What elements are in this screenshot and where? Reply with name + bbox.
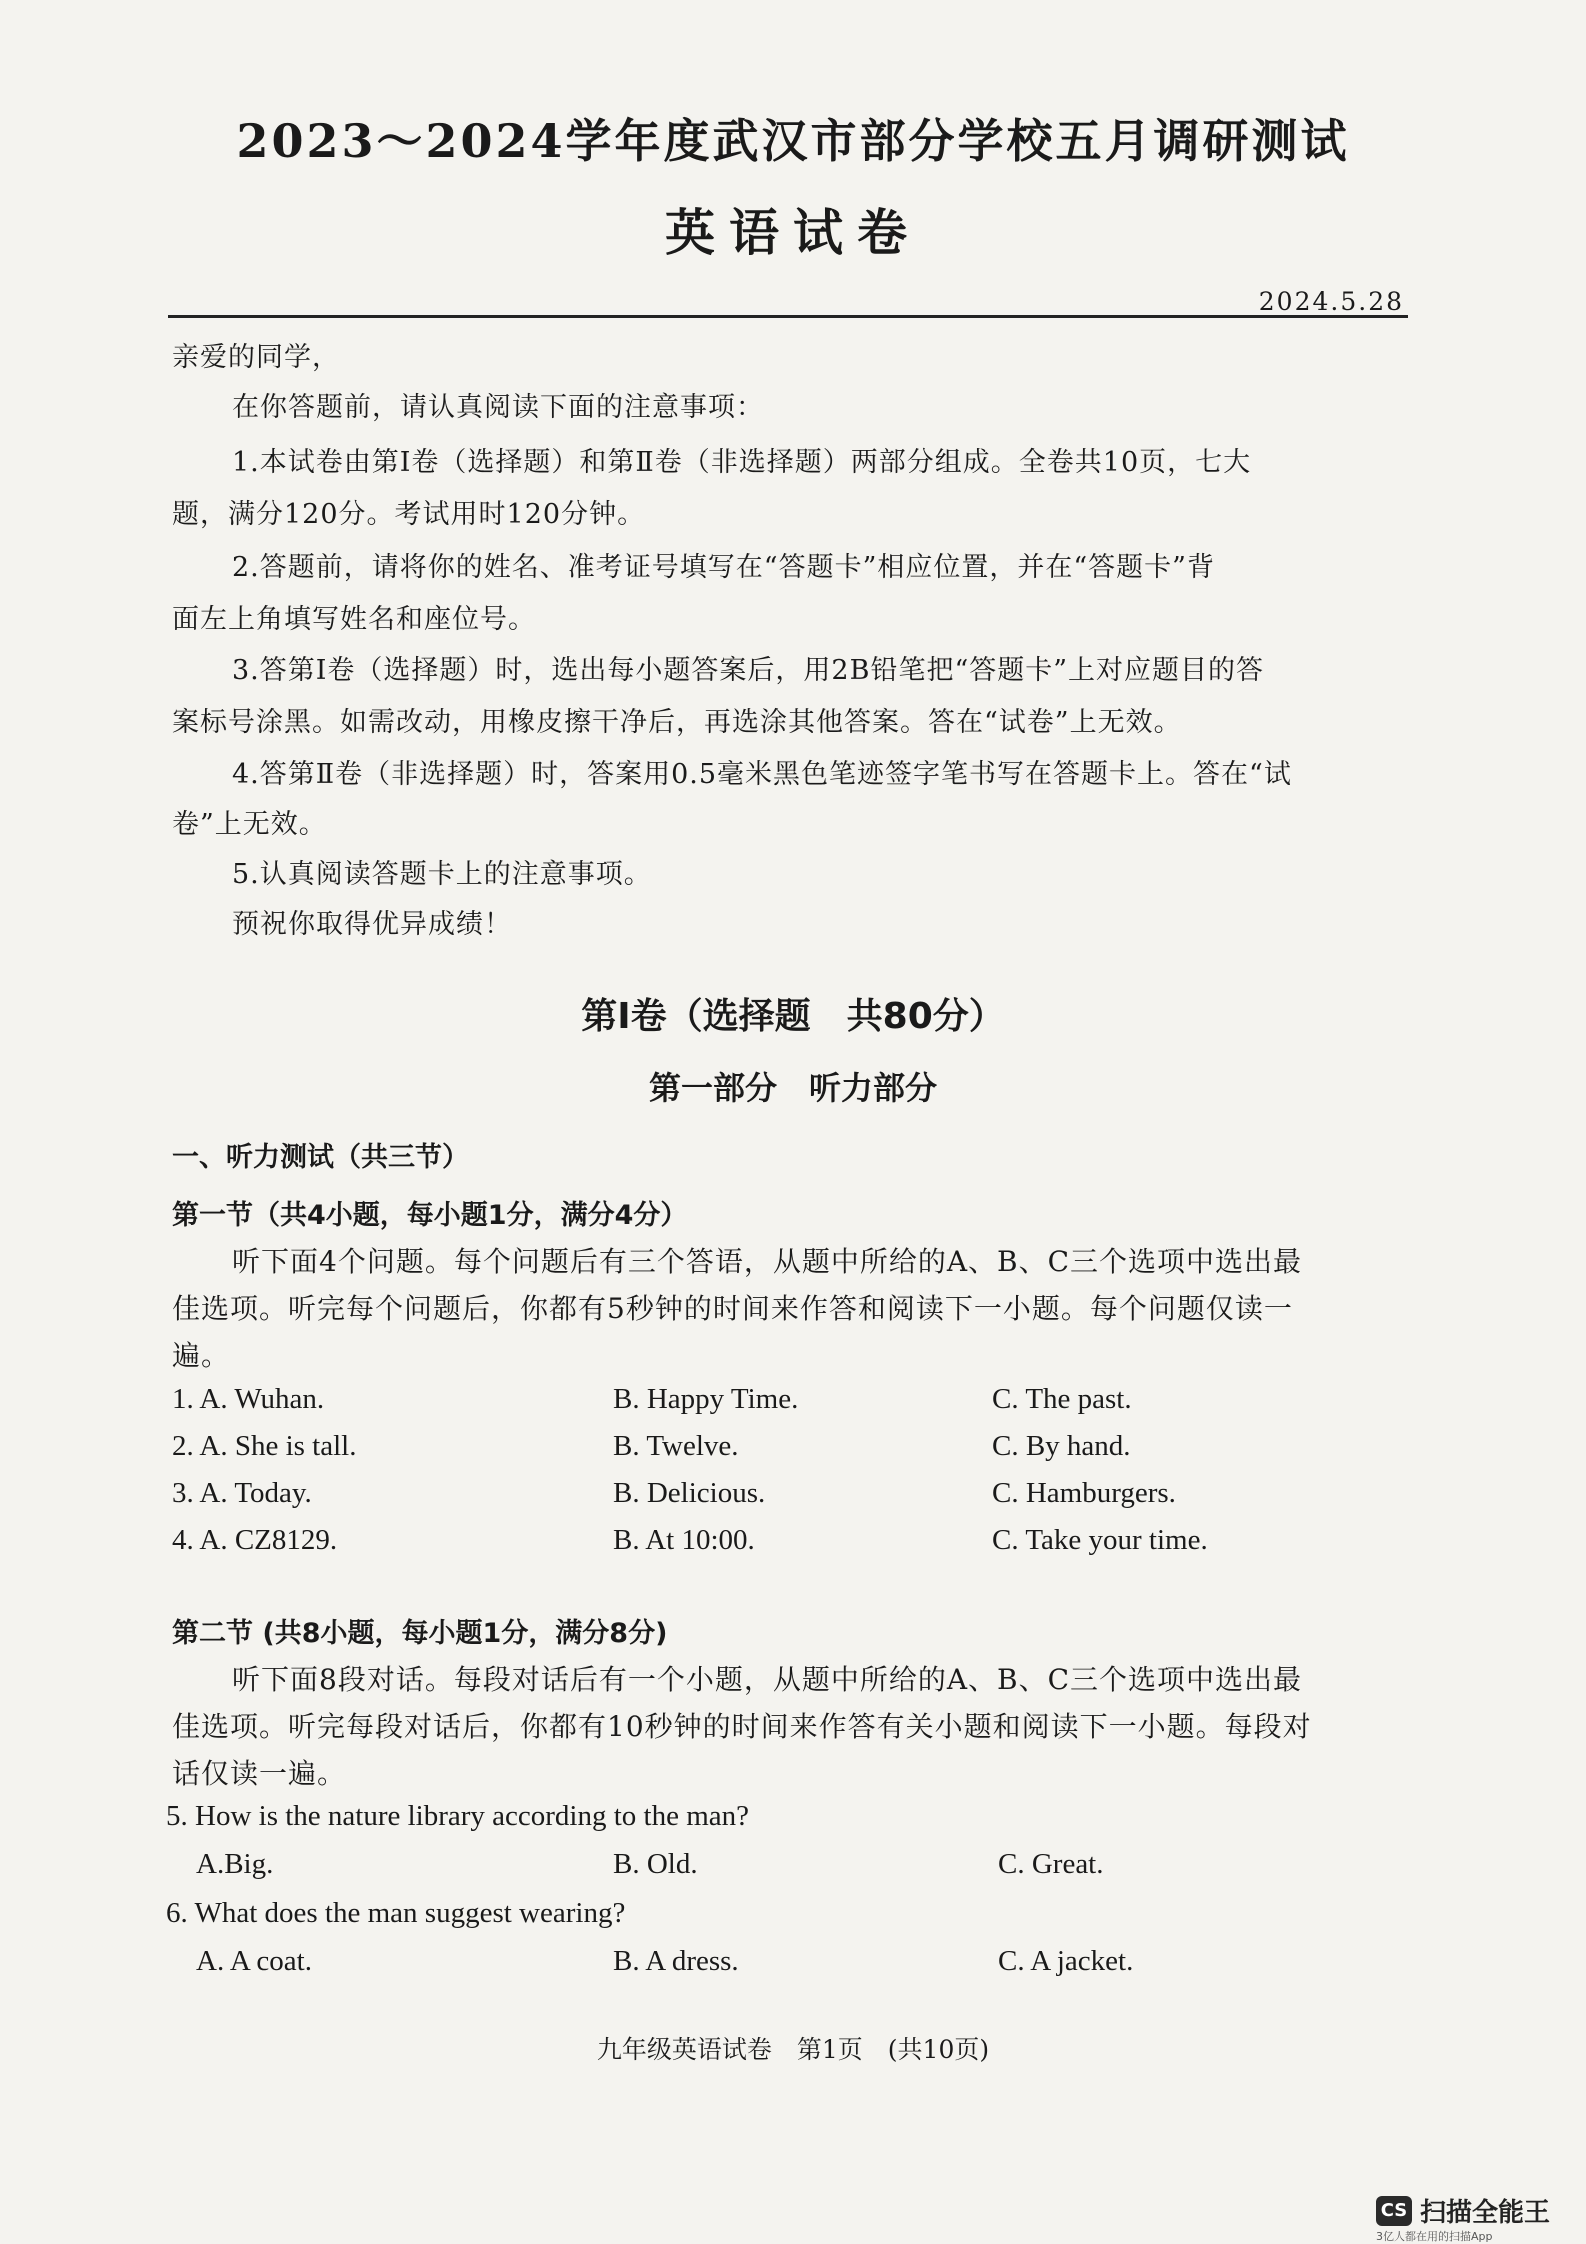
q5-option-c: C. Great. [998, 1848, 1104, 1880]
camscanner-logo-icon: CS [1376, 2196, 1412, 2226]
instructions-intro: 在你答题前，请认真阅读下面的注意事项： [232, 392, 764, 423]
section-2-desc-line2: 佳选项。听完每段对话后，你都有10秒钟的时间来作答有关小题和阅读下一小题。每段对 [172, 1710, 1312, 1743]
greeting: 亲爱的同学， [172, 342, 340, 373]
listening-heading: 一、听力测试（共三节） [172, 1142, 469, 1173]
q2-option-b: B. Twelve. [613, 1430, 739, 1462]
good-luck-wish: 预祝你取得优异成绩！ [232, 909, 512, 940]
section-2-title: 第二节 (共8小题，每小题1分，满分8分) [172, 1618, 668, 1649]
watermark-subtitle: 3亿人都在用的扫描App [1376, 2230, 1493, 2243]
q4-option-a: 4. A. CZ8129. [172, 1524, 338, 1556]
q6-option-c: C. A jacket. [998, 1945, 1134, 1977]
q6-stem: 6. What does the man suggest wearing? [166, 1897, 626, 1929]
q1-option-c: C. The past. [992, 1383, 1132, 1415]
instruction-4-line2: 卷”上无效。 [172, 809, 327, 840]
q3-option-c: C. Hamburgers. [992, 1477, 1176, 1509]
q5-option-a: A.Big. [196, 1848, 274, 1880]
header-divider [168, 315, 1408, 318]
instruction-2-line2: 面左上角填写姓名和座位号。 [172, 604, 536, 635]
q4-option-c: C. Take your time. [992, 1524, 1208, 1556]
q6-option-b: B. A dress. [613, 1945, 739, 1977]
exam-title: 2023～2024学年度武汉市部分学校五月调研测试 [236, 114, 1350, 168]
exam-subtitle: 英语试卷 [665, 203, 921, 262]
q1-option-a: 1. A. Wuhan. [172, 1383, 325, 1415]
q5-option-b: B. Old. [613, 1848, 698, 1880]
scanner-watermark [1376, 2192, 1550, 2229]
part-1-title: 第一部分 听力部分 [648, 1069, 937, 1107]
instruction-1-line1: 1.本试卷由第Ⅰ卷（选择题）和第Ⅱ卷（非选择题）两部分组成。全卷共10页，七大 [232, 447, 1252, 478]
page-footer: 九年级英语试卷 第1页 (共10页) [596, 2035, 990, 2064]
instruction-3-line1: 3.答第Ⅰ卷（选择题）时，选出每小题答案后，用2B铅笔把“答题卡”上对应题目的答 [232, 655, 1265, 686]
section-1-desc-line3: 遍。 [172, 1339, 231, 1372]
instruction-5: 5.认真阅读答题卡上的注意事项。 [232, 859, 652, 890]
q4-option-b: B. At 10:00. [613, 1524, 755, 1556]
section-1-desc-line1: 听下面4个问题。每个问题后有三个答语，从题中所给的A、B、C三个选项中选出最 [232, 1245, 1303, 1278]
instruction-2-line1: 2.答题前，请将你的姓名、准考证号填写在“答题卡”相应位置，并在“答题卡”背 [232, 552, 1215, 583]
section-1-desc-line2: 佳选项。听完每个问题后，你都有5秒钟的时间来作答和阅读下一小题。每个问题仅读一 [172, 1292, 1293, 1325]
section-2-desc-line1: 听下面8段对话。每段对话后有一个小题，从题中所给的A、B、C三个选项中选出最 [232, 1663, 1303, 1696]
instruction-1-line2: 题，满分120分。考试用时120分钟。 [172, 499, 646, 530]
q3-option-b: B. Delicious. [613, 1477, 766, 1509]
exam-date: 2024.5.28 [1258, 287, 1404, 316]
instruction-3-line2: 案标号涂黑。如需改动，用橡皮擦干净后，再选涂其他答案。答在“试卷”上无效。 [172, 707, 1182, 738]
section-2-desc-line3: 话仅读一遍。 [172, 1757, 347, 1790]
q6-option-a: A. A coat. [196, 1945, 312, 1977]
q5-stem: 5. How is the nature library according to the man? [166, 1800, 750, 1832]
q2-option-a: 2. A. She is tall. [172, 1430, 357, 1462]
section-1-title: 第一节（共4小题，每小题1分，满分4分） [172, 1200, 688, 1231]
volume-1-title: 第Ⅰ卷（选择题 共80分） [581, 996, 1005, 1037]
watermark-name: 扫描全能王 [1420, 2198, 1551, 2228]
instruction-4-line1: 4.答第Ⅱ卷（非选择题）时，答案用0.5毫米黑色笔迹签字笔书写在答题卡上。答在“试 [232, 759, 1292, 790]
q2-option-c: C. By hand. [992, 1430, 1131, 1462]
q1-option-b: B. Happy Time. [613, 1383, 799, 1415]
q3-option-a: 3. A. Today. [172, 1477, 312, 1509]
